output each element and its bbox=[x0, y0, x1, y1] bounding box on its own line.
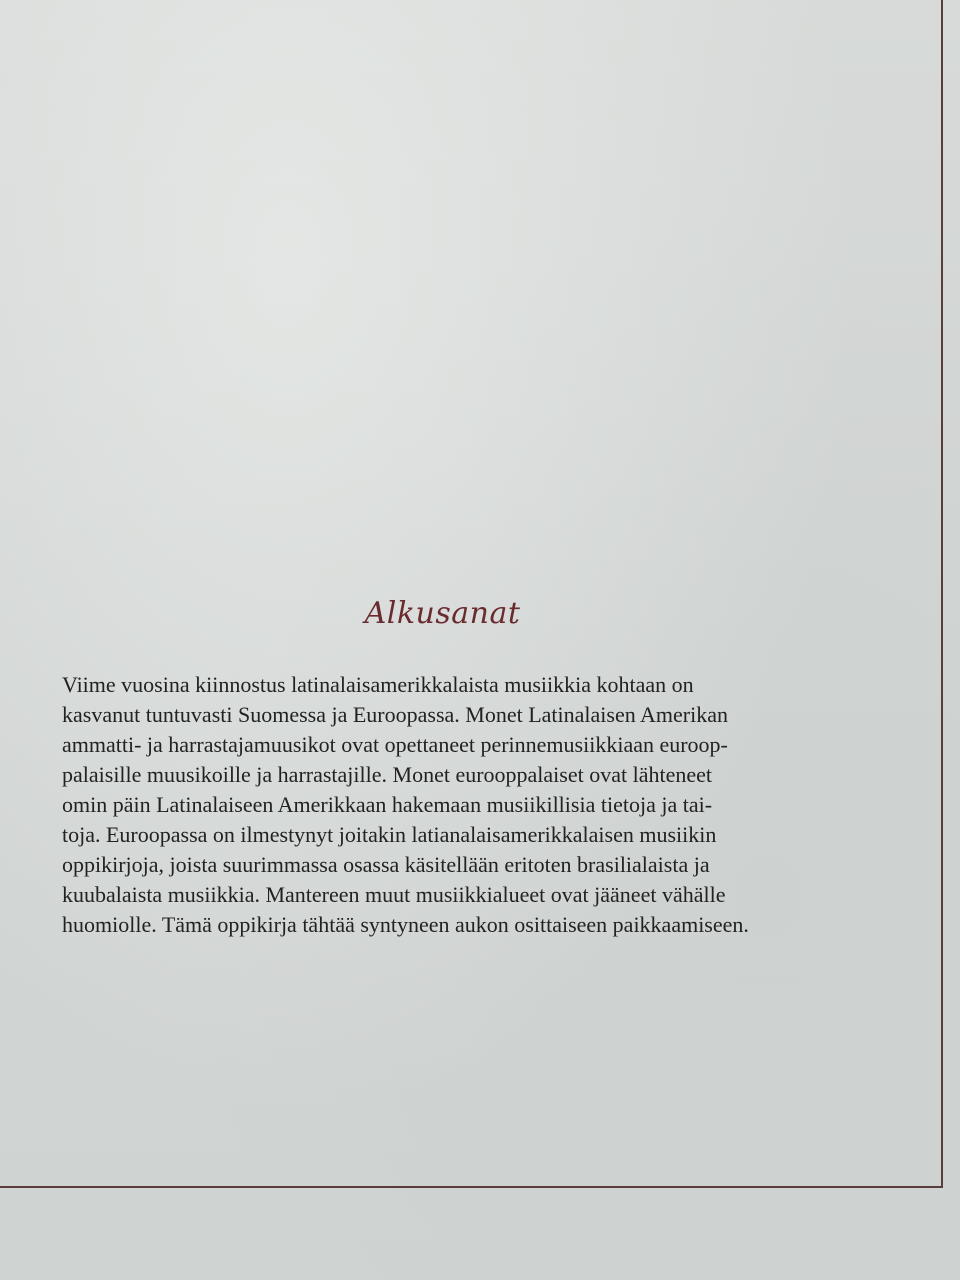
paragraph-line: kasvanut tuntuvasti Suomessa ja Euroopassa. Monet Latinalaisen Amerikan bbox=[62, 702, 728, 727]
paragraph-line: oppikirjoja, joista suurimmassa osassa käsitellään eritoten brasilialaista ja bbox=[62, 852, 710, 877]
paragraph-line: omin päin Latinalaiseen Amerikkaan hakemaan musiikillisia tietoja ja tai- bbox=[62, 792, 713, 817]
paragraph-line: kuubalaista musiikkia. Mantereen muut musiikkialueet ovat jääneet vähälle bbox=[62, 882, 726, 907]
paragraph-line: palaisille muusikoille ja harrastajille. Monet eurooppalaiset ovat lähteneet bbox=[62, 762, 713, 787]
page-frame-bottom-border bbox=[0, 1186, 943, 1188]
paragraph-line: huomiolle. Tämä oppikirja tähtää syntyneen aukon osittaiseen paikkaamiseen. bbox=[62, 912, 749, 937]
paragraph-line: Viime vuosina kiinnostus latinalaisamerikkalaista musiikkia kohtaan on bbox=[62, 672, 694, 697]
page-heading: Alkusanat bbox=[364, 596, 521, 631]
page-frame-right-border bbox=[941, 0, 943, 1188]
paragraph-line: toja. Euroopassa on ilmestynyt joitakin latianalaisamerikkalaisen musiikin bbox=[62, 822, 717, 847]
preface-paragraph bbox=[62, 670, 842, 940]
paragraph-line: ammatti- ja harrastajamuusikot ovat opettaneet perinnemusiikkiaan euroop- bbox=[62, 732, 728, 757]
